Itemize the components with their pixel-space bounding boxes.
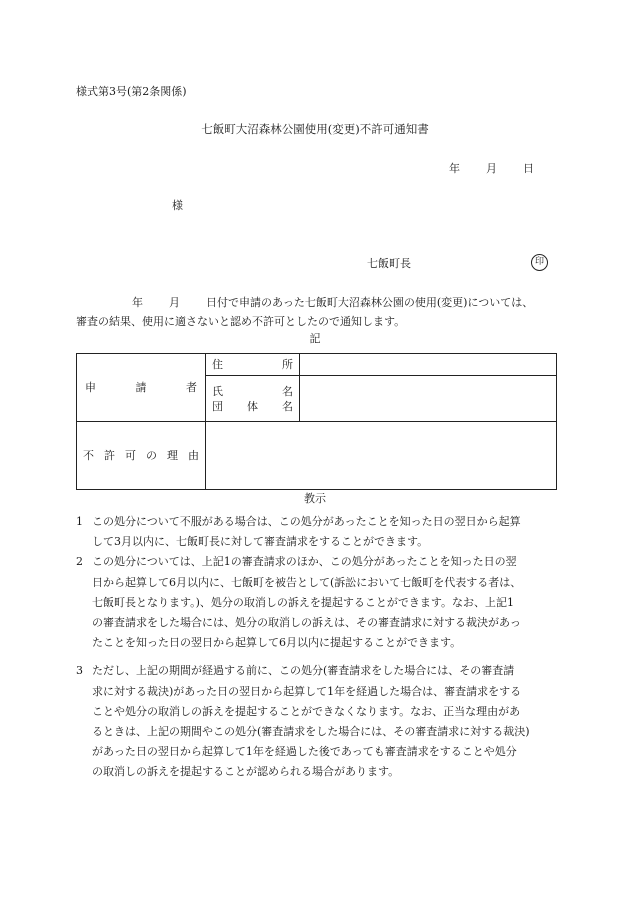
body-year-label: 年 (132, 296, 143, 309)
instruction-text: この処分について不服がある場合は、この処分があったことを知った日の翌日から起算 して3月以内に、七飯町長に対して審査請求をすることができます。 (92, 515, 521, 549)
applicant-table (76, 353, 557, 490)
form-number: 様式第3号(第2条関係) (76, 85, 187, 98)
date-day-label: 日 (523, 162, 534, 175)
body-line1: 日付で申請のあった七飯町大沼森林公園の使用(変更)については、 (206, 296, 534, 309)
instruction-text: ただし、上記の期間が経過する前に、この処分(審査請求をした場合には、その審査請 求に対する裁決)があった日の翌日から起算して1年を経過した場合は、審査請求をする ことや処分の取消しの訴えを提起することができなくなります。なお、正当な理由があ るときは、上記の期間やこの処分(審査請求をした場合には、その審査請求に対する裁決) があった日の翌日から起算して1年を経過した後であっても審査請求をすることや処分 の取消しの訴えを提起することが認められる場合があります。 (92, 664, 530, 779)
applicant-label: 申 請 者 (77, 354, 206, 422)
body-month-label: 月 (169, 296, 180, 309)
seal-stamp: 印 (531, 254, 548, 271)
reason-label: 不 許 可 の 理 由 (77, 422, 206, 490)
notice-body (76, 293, 533, 331)
instruction-number: 2 (76, 555, 83, 569)
instruction-item (76, 552, 566, 653)
instructions-list (76, 512, 566, 783)
instruction-item (76, 512, 566, 552)
kyoji-heading: 教示 (304, 492, 326, 505)
address-label: 住 所 (206, 354, 300, 376)
name-value-cell[interactable] (300, 376, 557, 422)
name-group-label: 氏 名 団 体 名 (206, 376, 300, 422)
instruction-item (76, 661, 566, 782)
ki-heading: 記 (309, 332, 321, 345)
document-title: 七飯町大沼森林公園使用(変更)不許可通知書 (201, 122, 429, 136)
issuer-title: 七飯町長 (367, 257, 411, 270)
date-month-label: 月 (486, 162, 497, 175)
body-line2: 審査の結果、使用に適さないと認め不許可としたので通知します。 (76, 315, 406, 328)
reason-value-cell[interactable] (206, 422, 557, 490)
date-line (449, 163, 534, 174)
address-value-cell[interactable] (300, 354, 557, 376)
date-year-label: 年 (449, 162, 460, 175)
addressee-suffix: 様 (172, 199, 183, 212)
instruction-number: 1 (76, 515, 83, 528)
instruction-number: 3 (76, 664, 83, 678)
instruction-text: この処分については、上記1の審査請求のほか、この処分があったことを知った日の翌 日から起算して6月以内に、七飯町を被告として(訴訟において七飯町を代表する者は、 七飯町長となります。)、処分の取消しの訴えを提起することができます。なお、上記1 の審査請求をした場合には、処分の取消しの訴えは、その審査請求に対する裁決があっ たことを知った日の翌日から起算して6月以内に提起することができます。 (92, 555, 522, 650)
